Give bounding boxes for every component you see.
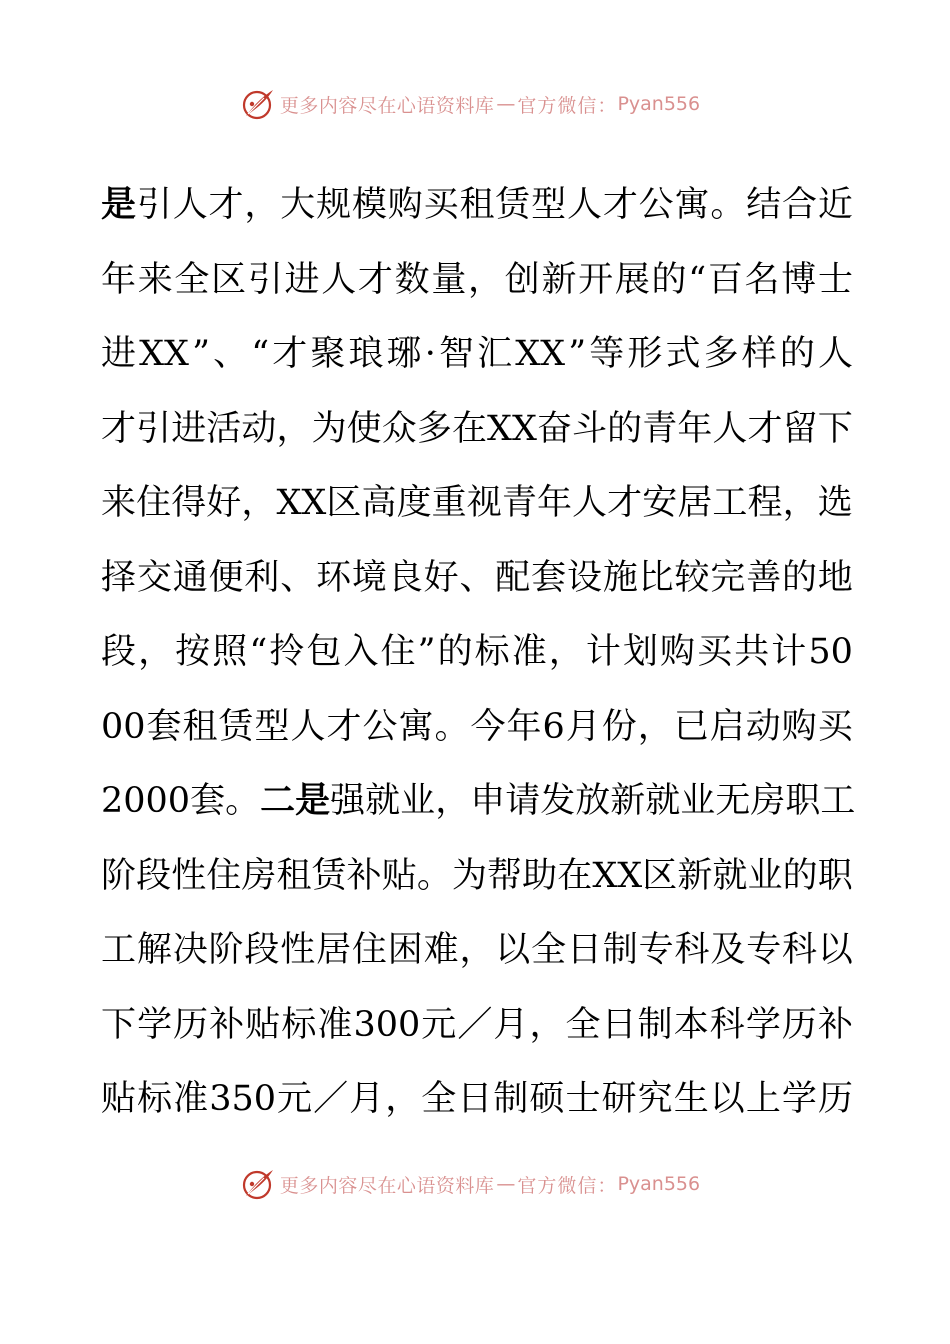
- footer-dash: —: [496, 1173, 516, 1195]
- text-line: 贴 标 准 350 元 ／ 月 ， 全 日 制 硕 士 研 究 生 以 上 学 历: [101, 1079, 853, 1119]
- header-wechat-label: 官方微信：: [517, 94, 618, 117]
- header-wechat-id: Pyan556: [617, 93, 701, 115]
- text-line: 是 引 人 才 ， 大 规 模 购 买 租 赁 型 人 才 公 寓 。 结 合 近: [101, 184, 853, 225]
- text-line: 段 ， 按 照 “ 拎 包 入 住 ” 的 标 准 ， 计 划 购 买 共 计 50: [101, 632, 853, 672]
- text-line: 下 学 历 补 贴 标 准 300 元 ／ 月 ， 全 日 制 本 科 学 历 补: [101, 1004, 853, 1045]
- text-line: 阶 段 性 住 房 租 赁 补 贴 。 为 帮 助 在 XX 区 新 就 业 的 职: [101, 855, 853, 896]
- document-body: [101, 168, 856, 1137]
- text-line: 00 套 租 赁 型 人 才 公 寓 。 今 年 6 月 份 ， 已 启 动 购 买: [101, 706, 853, 747]
- footer-site-text: 更多内容尽在心语资料库: [279, 1174, 495, 1197]
- header-site-text: 更多内容尽在心语资料库: [279, 94, 495, 117]
- footer-wechat-label: 官方微信：: [517, 1174, 618, 1197]
- footer-banner: [0, 1162, 950, 1206]
- text-line: 才 引 进 活 动 ， 为 使 众 多 在 XX 奋 斗 的 青 年 人 才 留 下: [101, 408, 853, 449]
- text-line: 进 XX ” 、 “ 才 聚 琅 琊 · 智 汇 XX ” 等 形 式 多 样 的 人: [101, 334, 853, 374]
- text-line: 工 解 决 阶 段 性 居 住 困 难 ， 以 全 日 制 专 科 及 专 科 以: [101, 930, 853, 970]
- quill-logo-icon: [240, 1166, 276, 1202]
- text-line: 年 来 全 区 引 进 人 才 数 量 ， 创 新 开 展 的 “ 百 名 博 士: [101, 259, 853, 300]
- text-line: 来 住 得 好 ， XX 区 高 度 重 视 青 年 人 才 安 居 工 程 ， 选: [101, 483, 853, 523]
- quill-logo-icon: [240, 86, 276, 122]
- text-line: 择 交 通 便 利 、 环 境 良 好 、 配 套 设 施 比 较 完 善 的 地: [101, 557, 853, 598]
- header-dash: —: [496, 93, 516, 115]
- header-banner: [0, 82, 950, 126]
- text-line: 2000 套 。 二 是 强 就 业 ， 申 请 发 放 新 就 业 无 房 职 工: [101, 780, 856, 821]
- footer-wechat-id: Pyan556: [617, 1173, 701, 1195]
